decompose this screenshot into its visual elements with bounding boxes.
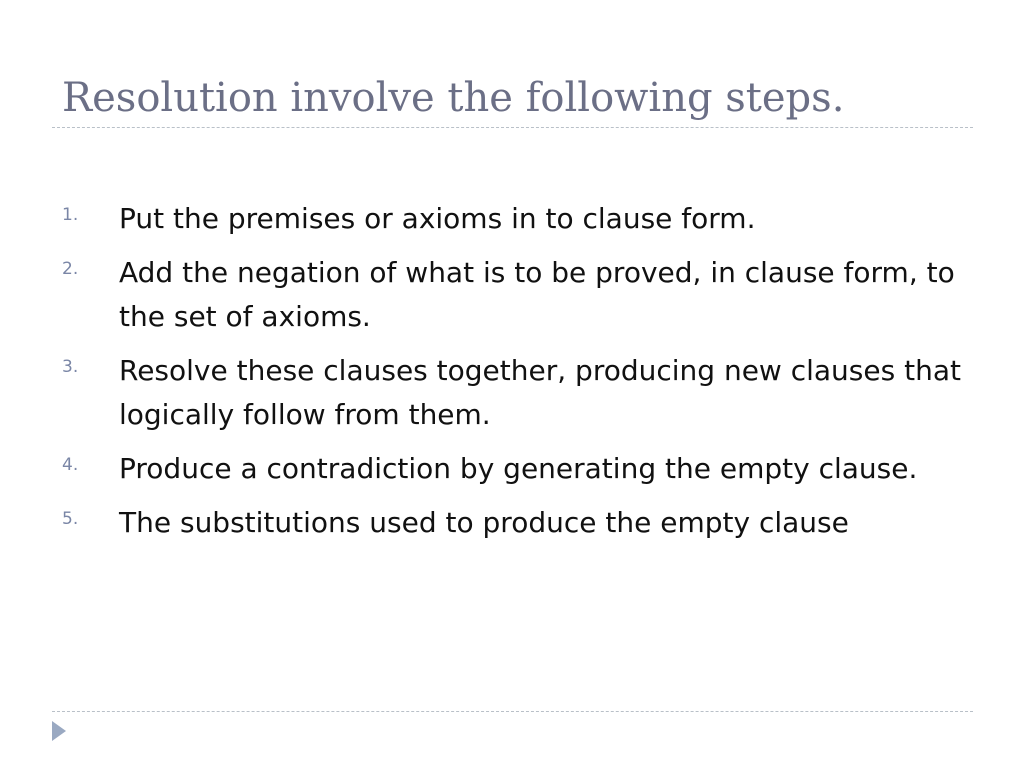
- list-item: [62, 501, 972, 545]
- slide-title: Resolution involve the following steps.: [62, 75, 845, 121]
- title-divider: [52, 127, 973, 128]
- list-item-text: Produce a contradiction by generating the empty clause.: [119, 452, 918, 485]
- footer-divider: [52, 711, 973, 712]
- list-item-text: Resolve these clauses together, producing new clauses that logically follow from them.: [119, 354, 961, 431]
- list-item-number: 5.: [62, 509, 79, 529]
- play-triangle-icon[interactable]: [52, 721, 66, 741]
- list-item-text: Add the negation of what is to be proved, in clause form, to the set of axioms.: [119, 256, 955, 333]
- list-item: [62, 349, 972, 437]
- list-item-text: Put the premises or axioms in to clause form.: [119, 202, 756, 235]
- list-item-number: 4.: [62, 455, 79, 475]
- list-item: [62, 447, 972, 491]
- list-item-number: 2.: [62, 259, 79, 279]
- list-item-text: The substitutions used to produce the empty clause: [119, 506, 849, 539]
- list-item-number: 1.: [62, 205, 79, 225]
- list-item: [62, 251, 972, 339]
- list-item: [62, 197, 972, 241]
- steps-list: [62, 197, 972, 555]
- list-item-number: 3.: [62, 357, 79, 377]
